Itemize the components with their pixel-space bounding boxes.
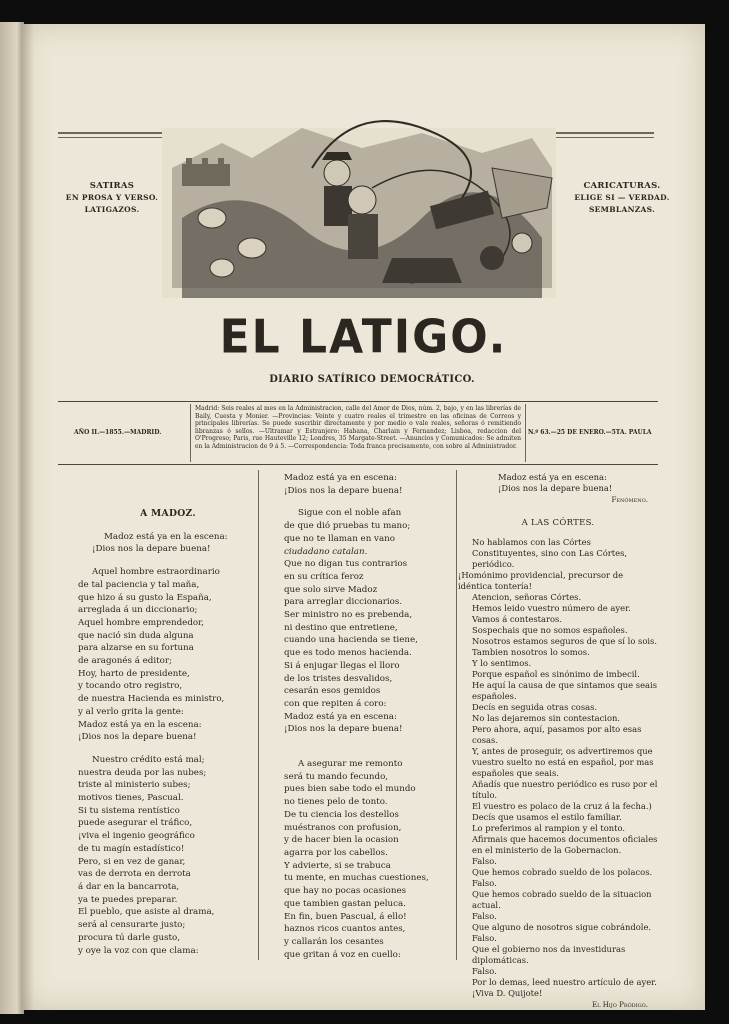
article-paragraph: El vuestro es polaco de la cruz á la fecha.) [472,801,652,812]
poem-line: en su crítica feroz [284,571,364,582]
article-paragraph: Que el gobierno nos da investiduras diplomáticas. [472,944,626,966]
newspaper-subtitle: DIARIO SATÍRICO DEMOCRÁTICO. [269,374,475,385]
poem-title: A MADOZ. [140,508,196,519]
poem-line: que tambien gastan peluca. [284,898,406,909]
poem-line: Nuestro crédito está mal; [92,754,205,765]
poem-line: será tu mando fecundo, [284,771,389,782]
page-fold-shadow [22,24,34,1010]
poem-line: á dar en la bancarrota, [78,881,180,892]
poem-line: Madoz está ya en la escena: [78,719,202,730]
article-paragraph: Añadís que nuestro periódico es ruso por el título. [472,779,658,801]
poem-line: de nuestra Hacienda es ministro, [78,694,225,705]
right-note-line2: ELIGE SI — VERDAD. [574,193,670,202]
poem-line: para alzarse en su fortuna [78,643,194,654]
poem-line: De tu ciencia los destellos [284,809,399,820]
poem-line: Sigue con el noble afan [298,508,402,519]
poem-line: y al verlo grita la gente: [78,706,184,717]
article-paragraph: Afirmais que hacemos documentos oficiales en el ministerio de la Gobernacion. [472,834,658,856]
article-paragraph: Vamos á contestaros. [472,614,562,625]
poem-line: Madoz está ya en escena: [284,711,397,722]
signature: El Hijo Pródigo. [592,1001,648,1010]
poem-line: será al censurarte justo; [78,920,186,931]
article-paragraph: Falso. [472,911,497,922]
article-paragraph: Falso. [472,966,497,977]
poem-line: Y advierte, si se trabuca [284,860,391,871]
poem-line: cesarán esos gemidos [284,686,381,697]
poem-line: nuestra deuda por las nubes; [78,767,207,778]
signature: Fenómeno. [611,496,648,504]
facing-page-edge [0,22,24,1014]
subscription-info: Madrid: Seis reales al mes en la Administracion, calle del Amor de Dios, núm. 2, bajo, y en las librerías de Baily, Cuesta y Monier. —Provincias: Veinte y cuatro reales el trimestre en las oficinas de Correos y principales librerías. Se puede suscribir directamente y por medio o vale reales, señoras ó remitiendo libranzas ó sellos. —Ultramar y Estranjero: Habana, Charlain y Fernandez; Lisboa, redaccion del O'Progreso; Paris, rue Hauteville 12; Londres, 35 Margate-Street. —Anuncios y Comunicados: Se admiten en la Administracion de 9 á 5. —Correspondencia: Toda franca precisamente, con sobre al Administrador. [190,404,526,462]
poem-line: y de hacer bien la ocasion [284,835,399,846]
poem-line: que solo sirve Madoz [284,584,378,595]
article-paragraph: Que hemos cobrado sueldo de los polacos. [472,867,653,878]
poem-line: Aquel hombre estraordinario [92,567,220,578]
poem-line: muéstranos con profusion, [284,822,402,833]
poem-line: cuando una hacienda se tiene, [284,635,418,646]
info-top-rule [58,401,658,402]
article-paragraph: Hemos leido vuestro número de ayer. [472,603,631,614]
poem-line: Madoz está ya en escena: [284,473,397,483]
poem-line: procura tú darle gusto, [78,932,181,943]
poem-line: Pero, si en vez de ganar, [78,856,186,867]
poem-line: ¡viva el ingenio geográfico [78,831,195,842]
poem-line: y callarán los cesantes [284,936,384,947]
poem-line: que es todo menos hacienda. [284,648,412,659]
article-paragraph: Porque español es sinónimo de imbecil. [472,669,640,680]
poem-column-2 [258,470,458,961]
poem-line: y tocando otro registro, [78,681,183,692]
poem-line: ciudadano catalan. [284,546,368,557]
poem-line: En fin, buen Pascual, á ello! [284,911,407,922]
poem-line: ni destino que entretiene, [284,622,398,633]
left-note-line2: EN PROSA Y VERSO. [65,193,159,202]
poem-line: para arreglar diccionarios. [284,597,403,608]
article-paragraph: Que alguno de nosotros sigue cobrándole. [472,922,652,933]
poem-line: Aquel hombre emprendedor, [78,617,205,628]
newspaper-page [22,24,705,1010]
poem-line: agarra por los cabellos. [284,847,388,858]
poem-line: motivos tienes, Pascual. [78,793,184,804]
poem-line: A asegurar me remonto [298,759,403,770]
poem-line: pues bien sabe todo el mundo [284,784,416,795]
poem-line: que hay no pocas ocasiones [284,886,407,897]
poem-line: ¡Dios nos la depare buena! [284,724,403,735]
article-paragraph: Decís en seguida otras cosas. [472,702,598,713]
article-paragraph: Nosotros estamos seguros de que sí lo sois. [472,636,658,647]
poem-line: arreglada á un diccionario; [78,605,198,616]
poem-line: de aragonés á editor; [78,656,172,667]
poem-line: que hizo á su gusto la España, [78,592,212,603]
article-paragraph: No hablamos con las Córtes Constituyentes, sino con Las Córtes, periódico. [472,537,628,570]
info-bottom-rule [58,464,658,465]
poem-line: que nació sin duda alguna [78,630,194,641]
article-title: A LAS CÓRTES. [521,517,595,528]
poem-line: ¡Dios nos la depare buena! [498,483,613,493]
poem-line: Si á enjugar llegas el lloro [284,660,400,671]
poem-line: Madoz está ya en la escena: [104,531,228,542]
article-paragraph: Falso. [472,856,497,867]
article-paragraph: Atencion, señoras Córtes. [472,592,582,603]
poem-line: que gritan á voz en cuello: [284,949,401,960]
article-paragraph: Por lo demas, leed nuestro artículo de ayer. [472,977,657,988]
poem-line: vas de derrota en derrota [78,869,191,880]
poem-line: de los tristes desvalidos, [284,673,393,684]
poem-line: triste al ministerio subes; [78,780,191,791]
masthead-left-note [62,180,162,216]
poem-line: Madoz está ya en escena: [498,472,607,482]
poem-line: El pueblo, que asiste al drama, [78,907,215,918]
right-note-line3: SEMBLANZAS. [588,205,656,214]
poem-line: que no te llaman en vano [284,533,395,544]
article-paragraph: Sospechais que no somos españoles. [472,625,628,636]
masthead-illustration [162,108,556,298]
poem-line: no tienes pelo de tonto. [284,797,388,808]
article-paragraph: ¡Homónimo providencial, precursor de idéntica tontería! [458,570,624,592]
poem-line: puede asegurar el tráfico, [78,818,193,829]
poem-column-1 [78,470,258,957]
article-paragraph: He aquí la causa de que sintamos que seais españoles. [472,680,657,702]
poem-line: ya te puedes preparar. [78,894,178,905]
article-paragraph: Que hemos cobrado sueldo de la situacion actual. [472,889,652,911]
poem-line: Ser ministro no es prebenda, [284,610,413,621]
poem-line: tu mente, en muchas cuestiones, [284,873,429,884]
poem-line: ¡Dios nos la depare buena! [78,732,197,743]
issue-year-place: AÑO II.—1855.—MADRID. [74,429,162,436]
poem-line: con que repiten á coro: [284,698,387,709]
left-note-line1: SATIRAS [89,181,135,191]
right-note-line1: CARICATURAS. [583,181,661,191]
article-paragraph: Falso. [472,933,497,944]
poem-line: Que no digan tus contrarios [284,559,408,570]
article-paragraph: Y, antes de proseguir, os advertiremos que vuestro suelto no está en español, por mas españoles que seais. [472,746,654,779]
poem-line: Si tu sistema rentístico [78,805,180,816]
article-paragraph: Lo preferimos al rampion y el tonto. [472,823,626,834]
poem-line: ¡Dios nos la depare buena! [284,485,403,496]
poem-line: de tal paciencia y tal maña, [78,579,200,590]
poem-line: y oye la voz con que clama: [78,945,199,956]
newspaper-title: EL LATIGO. [219,310,508,365]
article-column-3 [458,470,658,1010]
left-note-line3: LATIGAZOS. [84,205,140,214]
article-paragraph: Tambien nosotros lo somos. [472,647,590,658]
poem-line: de tu magín estadístico! [78,843,185,854]
article-paragraph: Decís que usamos el estilo familiar. [472,812,622,823]
article-paragraph: Y lo sentimos. [472,658,532,669]
masthead-right-note [570,180,674,216]
poem-line: Hoy, harto de presidente, [78,668,190,679]
issue-number-date: N.º 63.—25 DE ENERO.—5TA. PAULA [528,429,652,436]
poem-line: de que dió pruebas tu mano; [284,521,411,532]
article-paragraph: ¡Viva D. Quijote! [472,988,543,999]
poem-line: haznos ricos cuantos antes, [284,924,406,935]
article-paragraph: No las dejaremos sin contestacion. [472,713,621,724]
article-paragraph: Falso. [472,878,497,889]
poem-line: ¡Dios nos la depare buena! [92,544,211,555]
article-paragraph: Pero ahora, aquí, pasamos por alto esas cosas. [472,724,642,746]
